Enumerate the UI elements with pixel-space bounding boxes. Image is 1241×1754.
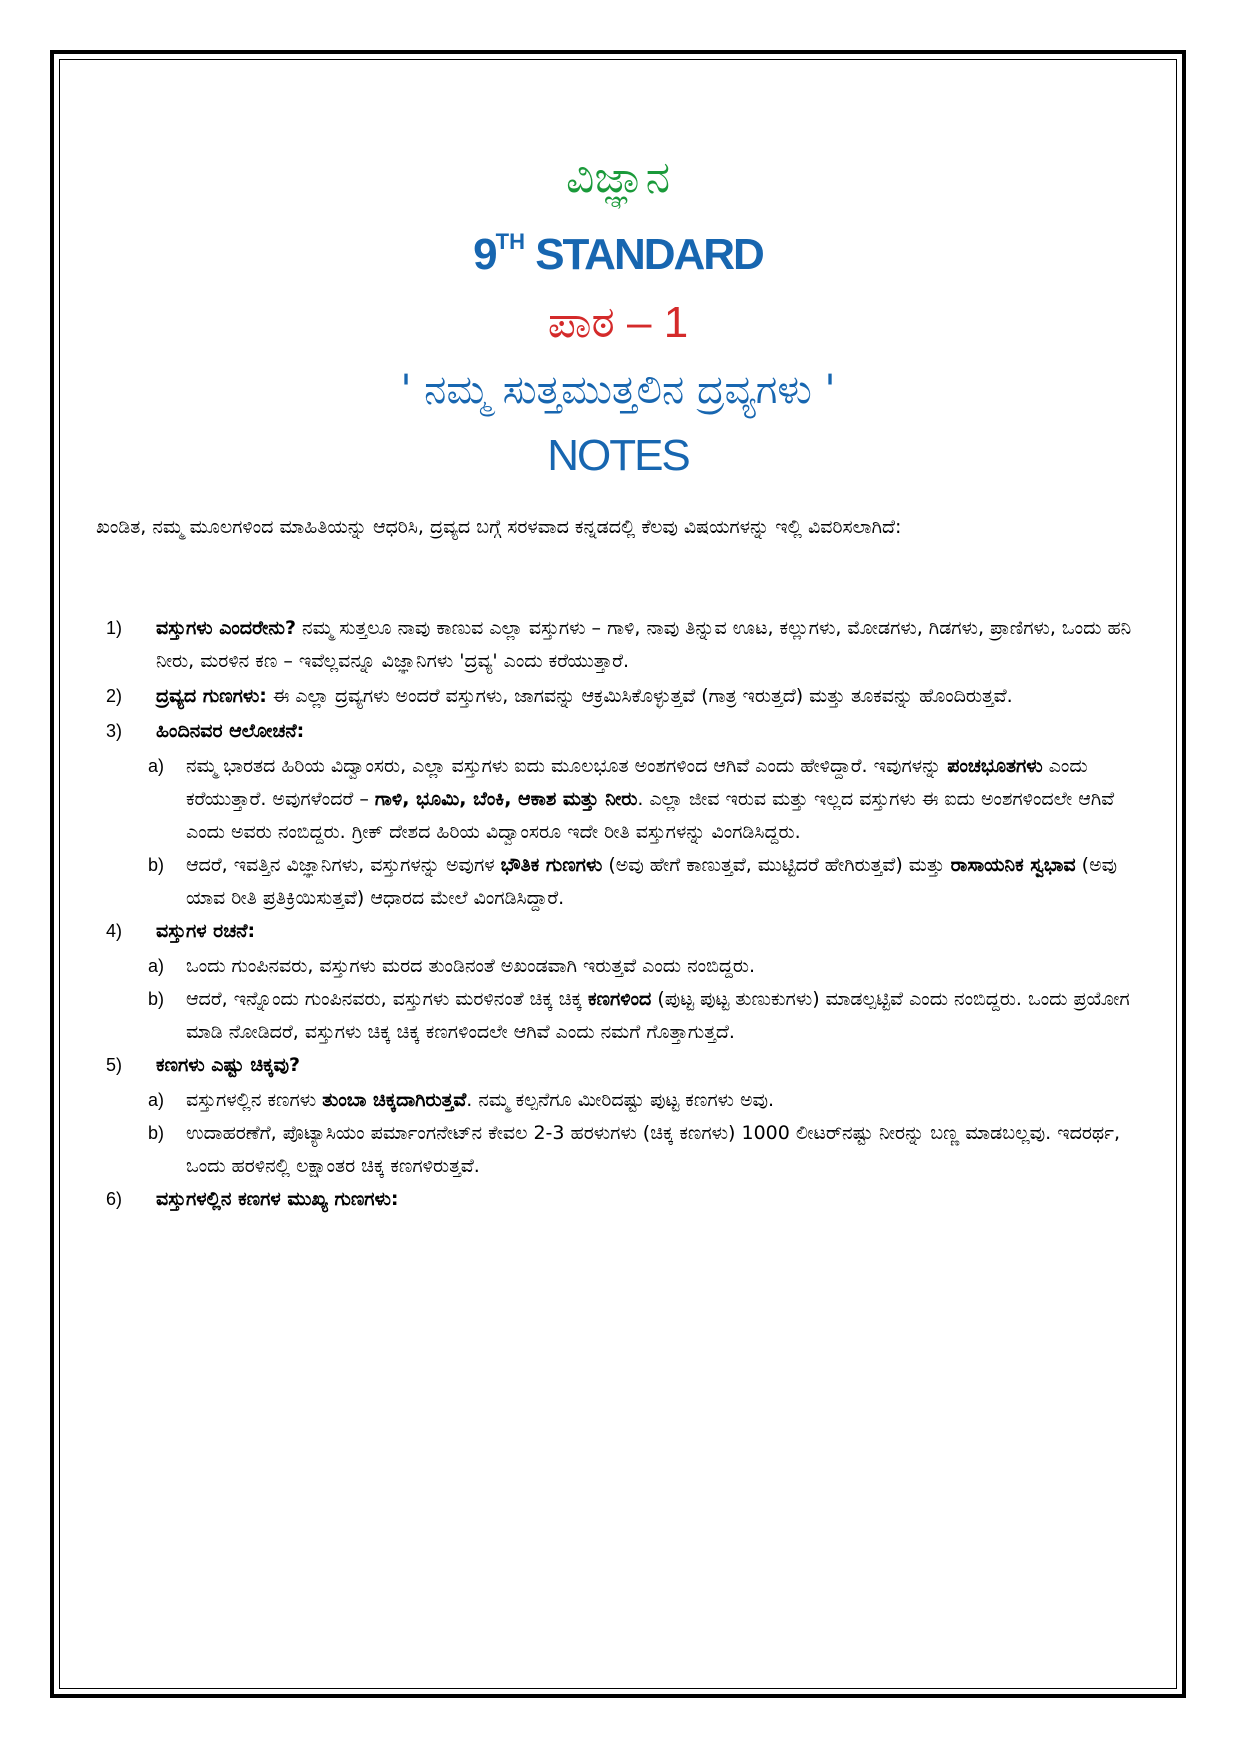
sub-text: ನಮ್ಮ ಭಾರತದ ಹಿರಿಯ ವಿದ್ವಾಂಸರು, ಎಲ್ಲಾ ವಸ್ತುಗಳು ಐದು ಮೂಲಭೂತ ಅಂಶಗಳಿಂದ ಆಗಿವೆ ಎಂದು ಹೇಳಿದ್ದಾರೆ. ಇವುಗಳನ್ನು: [186, 755, 948, 777]
list-item: [106, 715, 1146, 748]
sub-bold-text: ತುಂಬಾ ಚಿಕ್ಕದಾಗಿರುತ್ತವೆ: [322, 1089, 467, 1111]
sub-bold-text: ರಾಸಾಯನಿಕ ಸ್ವಭಾವ: [950, 854, 1076, 876]
sub-text: ಒಂದು ಗುಂಪಿನವರು, ವಸ್ತುಗಳು ಮರದ ತುಂಡಿನಂತೆ ಅಖಂಡವಾಗಿ ಇರುತ್ತವೆ ಎಂದು ನಂಬಿದ್ದರು.: [186, 955, 755, 977]
standard-title: [60, 208, 1176, 289]
sub-item-letter: a): [148, 756, 165, 776]
list-item: [106, 915, 1146, 948]
subject-title: ವಿಜ್ಞಾನ: [565, 152, 671, 203]
intro-paragraph: ಖಂಡಿತ, ನಮ್ಮ ಮೂಲಗಳಿಂದ ಮಾಹಿತಿಯನ್ನು ಆಧರಿಸಿ, ದ್ರವ್ಯದ ಬಗ್ಗೆ ಸರಳವಾದ ಕನ್ನಡದಲ್ಲಿ ಕೆಲವು ವಿಷಯಗಳನ್ನು ಇಲ್ಲಿ ವಿವರಿಸಲಾಗಿದೆ:: [96, 516, 902, 538]
notes-title: NOTES: [547, 431, 689, 480]
sub-item: [148, 849, 1146, 915]
sub-item: [148, 750, 1146, 849]
sub-bold-text: ಭೌತಿಕ ಗುಣಗಳು: [500, 854, 603, 876]
sub-item: [148, 1084, 1146, 1117]
item-heading: ಹಿಂದಿನವರ ಆಲೋಚನೆ:: [156, 720, 305, 742]
document-page: [60, 60, 1176, 1688]
item-body: [156, 915, 1146, 948]
sub-item: [148, 983, 1146, 1049]
item-number: 3): [106, 721, 123, 741]
sub-bold-text: ಕಣಗಳಿಂದ: [587, 988, 652, 1010]
item-body: [156, 680, 1146, 713]
sub-item-body: [186, 983, 1146, 1049]
item-text: ನಮ್ಮ ಸುತ್ತಲೂ ನಾವು ಕಾಣುವ ಎಲ್ಲಾ ವಸ್ತುಗಳು – ಗಾಳಿ, ನಾವು ತಿನ್ನುವ ಊಟ, ಕಲ್ಲುಗಳು, ಮೋಡಗಳು, ಗಿಡಗಳು, ಪ್ರಾಣಿಗಳು, ಒಂದು ಹನಿ ನೀರು, ಮರಳಿನ ಕಣ – ಇವೆಲ್ಲವನ್ನೂ ವಿಜ್ಞಾನಿಗಳು 'ದ್ರವ್ಯ' ಎಂದು ಕರೆಯುತ್ತಾರೆ.: [156, 617, 1132, 672]
sub-item-letter: a): [148, 1090, 165, 1110]
item-number: 6): [106, 1189, 123, 1209]
item-heading: ಕಣಗಳು ಎಷ್ಟು ಚಿಕ್ಕವು?: [156, 1054, 301, 1076]
chapter-title: ' ನಮ್ಮ ಸುತ್ತಮುತ್ತಲಿನ ದ್ರವ್ಯಗಳು ': [400, 367, 836, 413]
list-item: [106, 612, 1146, 678]
sub-text: ಎಂದು ಕರೆಯುತ್ತಾರೆ. ಅವುಗಳೆಂದರೆ –: [186, 755, 1088, 810]
sub-text: (ಅವು ಯಾವ ರೀತಿ ಪ್ರತಿಕ್ರಿಯಿಸುತ್ತವೆ) ಆಧಾರದ ಮೇಲೆ ವಿಂಗಡಿಸಿದ್ದಾರೆ.: [186, 854, 1118, 909]
sub-bold-text: ಗಾಳಿ, ಭೂಮಿ, ಬೆಂಕಿ, ಆಕಾಶ ಮತ್ತು ನೀರು: [374, 788, 638, 810]
sub-text: (ಅವು ಹೇಗೆ ಕಾಣುತ್ತವೆ, ಮುಟ್ಟಿದರೆ ಹೇಗಿರುತ್ತವೆ) ಮತ್ತು: [602, 854, 951, 876]
item-heading: ದ್ರವ್ಯದ ಗುಣಗಳು:: [156, 685, 267, 707]
item-heading: ವಸ್ತುಗಳು ಎಂದರೇನು?: [156, 617, 296, 639]
sub-bold-text: ಪಂಚಭೂತಗಳು: [947, 755, 1043, 777]
sub-text: ಆದರೆ, ಇನ್ನೊಂದು ಗುಂಪಿನವರು, ವಸ್ತುಗಳು ಮರಳಿನಂತೆ ಚಿಕ್ಕ ಚಿಕ್ಕ: [186, 988, 588, 1010]
sub-item-letter: b): [148, 1123, 165, 1143]
sub-text: ವಸ್ತುಗಳಲ್ಲಿನ ಕಣಗಳು: [186, 1089, 323, 1111]
item-body: [156, 1183, 1146, 1216]
sub-item-letter: b): [148, 989, 165, 1009]
sub-text: ಆದರೆ, ಇವತ್ತಿನ ವಿಜ್ಞಾನಿಗಳು, ವಸ್ತುಗಳನ್ನು ಅವುಗಳ: [186, 854, 501, 876]
item-heading: ವಸ್ತುಗಳಲ್ಲಿನ ಕಣಗಳ ಮುಖ್ಯ ಗುಣಗಳು:: [156, 1188, 399, 1210]
standard-superscript: TH: [495, 229, 525, 254]
item-number: 1): [106, 618, 123, 638]
standard-number: 9: [473, 230, 496, 279]
notes-list: [106, 612, 1146, 1218]
item-body: [156, 715, 1146, 748]
sub-item-body: [186, 1084, 1146, 1117]
lesson-title: ಪಾಠ – 1: [547, 298, 689, 347]
list-item: [106, 680, 1146, 713]
sub-item: [148, 1117, 1146, 1183]
sub-item-body: [186, 1117, 1146, 1183]
standard-word: STANDARD: [524, 230, 763, 279]
item-heading: ವಸ್ತುಗಳ ರಚನೆ:: [156, 920, 256, 942]
item-body: [156, 1049, 1146, 1082]
list-item: [106, 1049, 1146, 1082]
sub-item: [148, 950, 1146, 983]
sub-text: ಉದಾಹರಣೆಗೆ, ಪೊಟ್ಯಾಸಿಯಂ ಪರ್ಮಾಂಗನೇಟ್‌ನ ಕೇವಲ 2-3 ಹರಳುಗಳು (ಚಿಕ್ಕ ಕಣಗಳು) 1000 ಲೀಟರ್‌ನಷ್ಟು ನೀರನ್ನು ಬಣ್ಣ ಮಾಡಬಲ್ಲವು. ಇದರರ್ಥ, ಒಂದು ಹರಳಿನಲ್ಲಿ ಲಕ್ಷಾಂತರ ಚಿಕ್ಕ ಕಣಗಳಿರುತ್ತವೆ.: [186, 1122, 1121, 1177]
sub-text: . ಎಲ್ಲಾ ಜೀವ ಇರುವ ಮತ್ತು ಇಲ್ಲದ ವಸ್ತುಗಳು ಈ ಐದು ಅಂಶಗಳಿಂದಲೇ ಆಗಿವೆ ಎಂದು ಅವರು ನಂಬಿದ್ದರು. ಗ್ರೀಕ್ ದೇಶದ ಹಿರಿಯ ವಿದ್ವಾಂಸರೂ ಇದೇ ರೀತಿ ವಸ್ತುಗಳನ್ನು ವಿಂಗಡಿಸಿದ್ದರು.: [186, 788, 1115, 843]
list-item: [106, 1183, 1146, 1216]
item-number: 2): [106, 686, 123, 706]
sub-item-letter: b): [148, 855, 165, 875]
title-block: [60, 148, 1176, 489]
item-number: 4): [106, 921, 123, 941]
sub-item-body: [186, 950, 1146, 983]
sub-item-letter: a): [148, 956, 165, 976]
sub-text: . ನಮ್ಮ ಕಲ್ಪನೆಗೂ ಮೀರಿದಷ್ಟು ಪುಟ್ಟ ಕಣಗಳು ಅವು.: [466, 1089, 775, 1111]
sub-item-body: [186, 750, 1146, 849]
item-text: ಈ ಎಲ್ಲಾ ದ್ರವ್ಯಗಳು ಅಂದರೆ ವಸ್ತುಗಳು, ಜಾಗವನ್ನು ಆಕ್ರಮಿಸಿಕೊಳ್ಳುತ್ತವೆ (ಗಾತ್ರ ಇರುತ್ತದೆ) ಮತ್ತು ತೂಕವನ್ನು ಹೊಂದಿರುತ್ತವೆ.: [266, 685, 1013, 707]
item-body: [156, 612, 1146, 678]
item-number: 5): [106, 1055, 123, 1075]
sub-text: (ಪುಟ್ಟ ಪುಟ್ಟ ತುಣುಕುಗಳು) ಮಾಡಲ್ಪಟ್ಟಿವೆ ಎಂದು ನಂಬಿದ್ದರು. ಒಂದು ಪ್ರಯೋಗ ಮಾಡಿ ನೋಡಿದರೆ, ವಸ್ತುಗಳು ಚಿಕ್ಕ ಚಿಕ್ಕ ಕಣಗಳಿಂದಲೇ ಆಗಿವೆ ಎಂದು ನಮಗೆ ಗೊತ್ತಾಗುತ್ತದೆ.: [186, 988, 1130, 1043]
sub-item-body: [186, 849, 1146, 915]
